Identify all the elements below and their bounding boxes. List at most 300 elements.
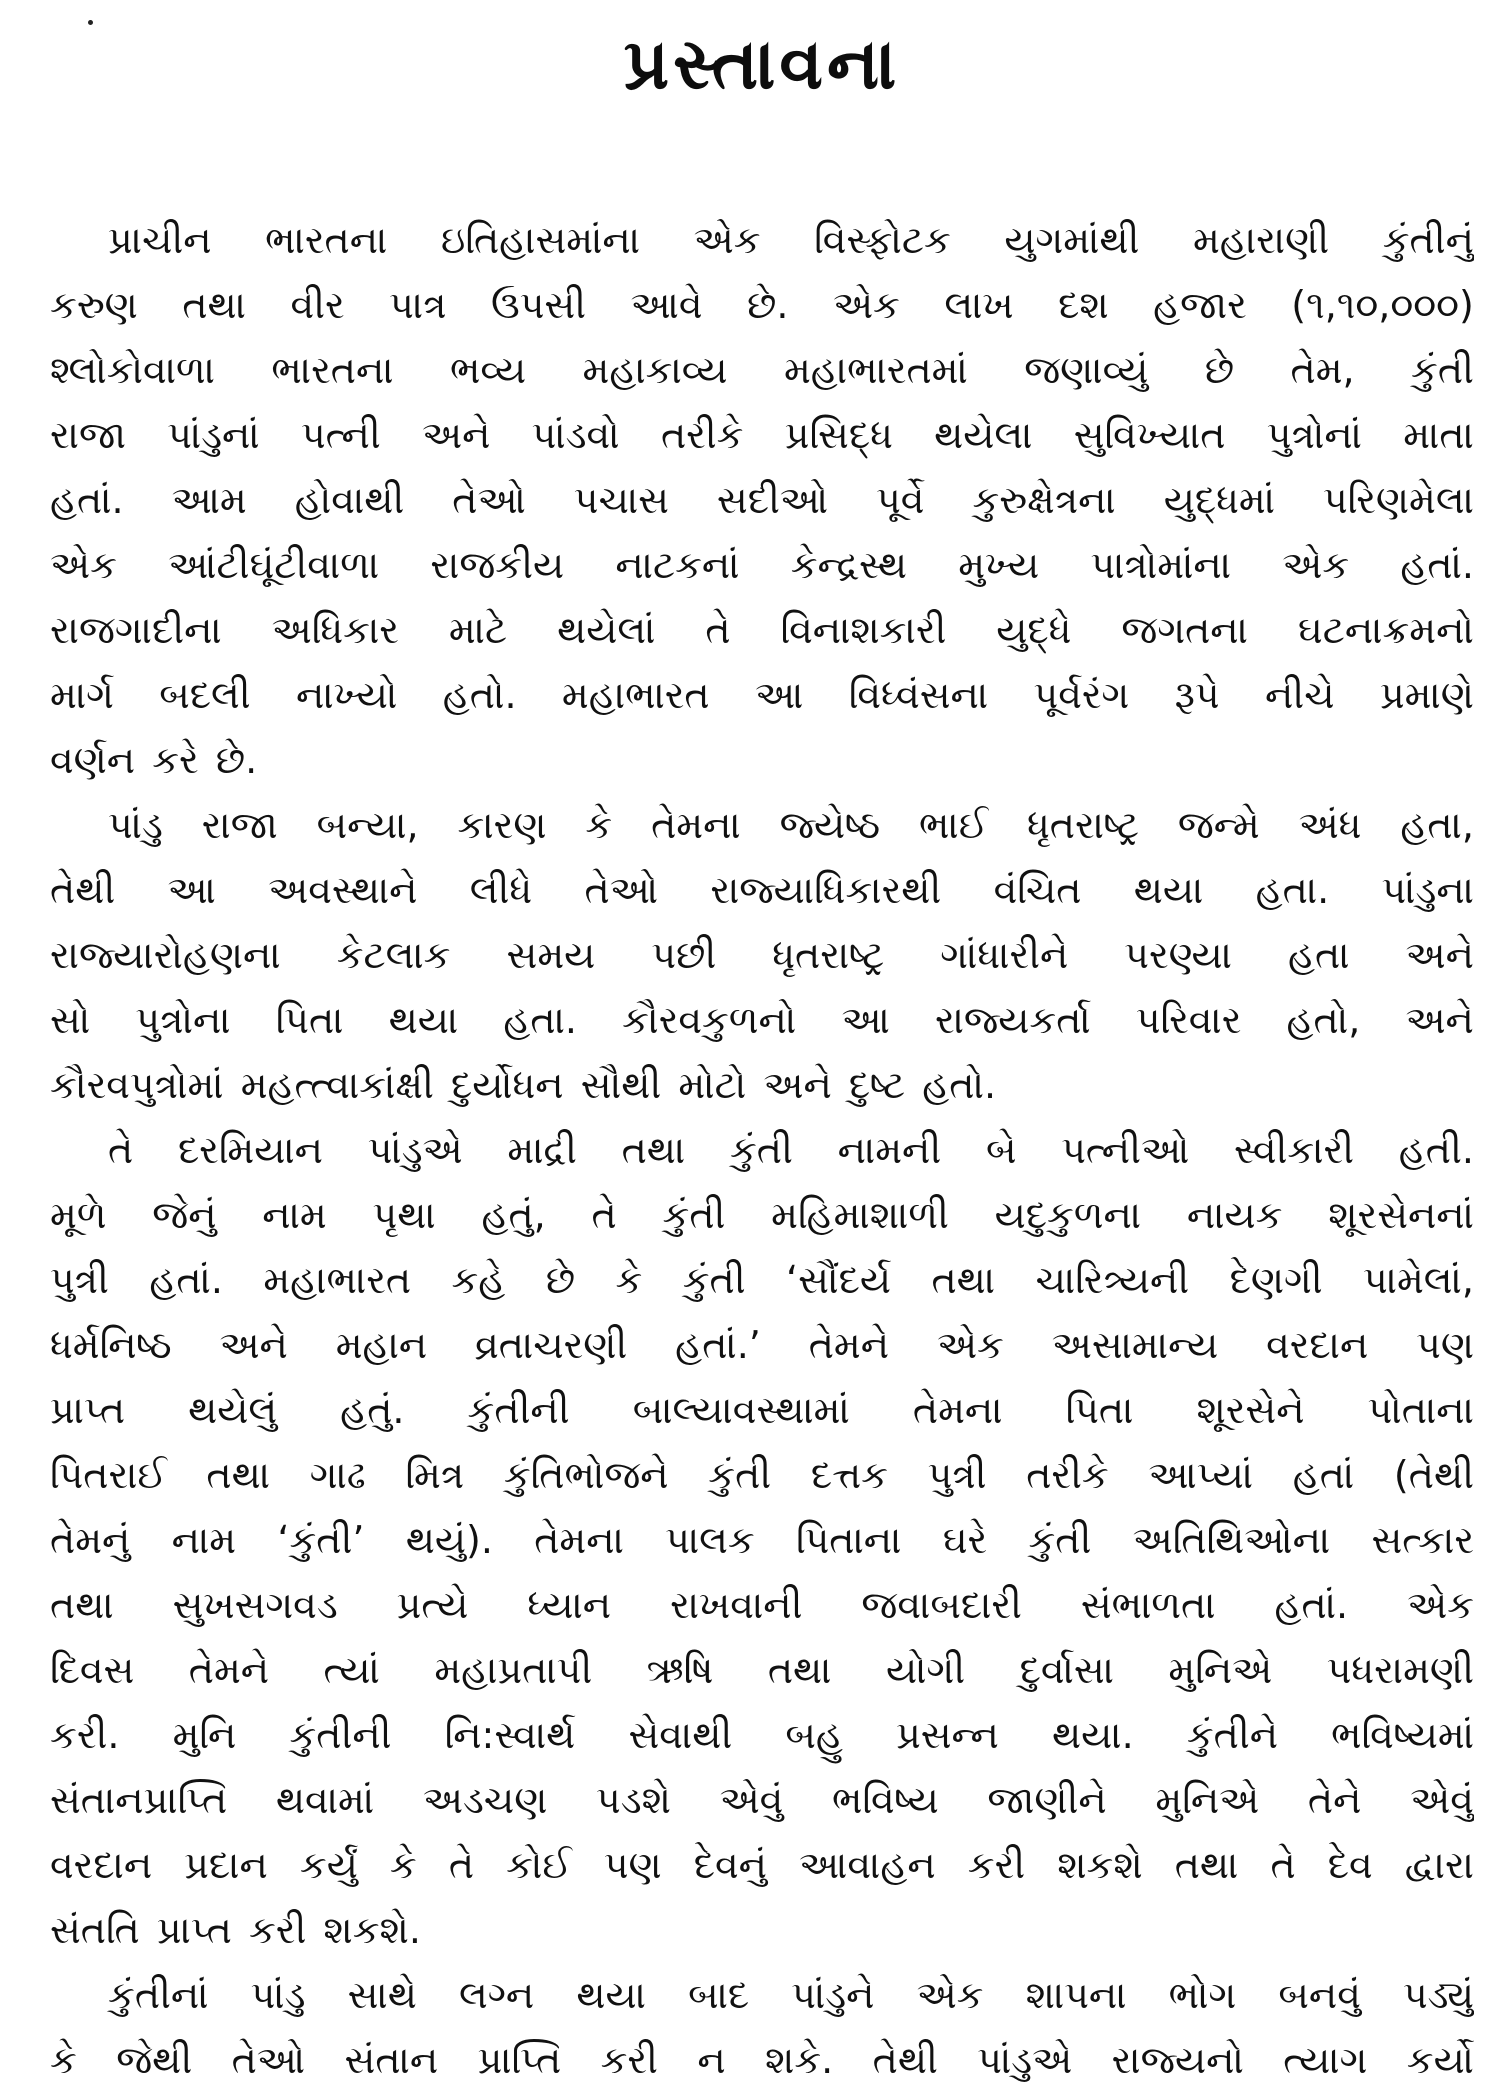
word: મહાકાવ્ય (582, 348, 728, 392)
word: પડ્યું (1403, 1973, 1474, 2017)
word: થયેલું (188, 1388, 278, 1432)
word: પણ (603, 1843, 662, 1887)
word: રૂપે (1174, 673, 1220, 717)
word: થયા (388, 998, 459, 1042)
word: વંચિત (993, 868, 1082, 912)
word: રાજ્યકર્તા (934, 998, 1091, 1042)
word: યોગી (885, 1648, 966, 1692)
word: દશ (1058, 283, 1109, 327)
word: દિવસ (50, 1648, 135, 1692)
word: કે (615, 1258, 643, 1302)
word: સંતાનપ્રાપ્તિ (50, 1778, 228, 1822)
word: પ્રાચીન (108, 218, 212, 262)
word: પિતા (275, 998, 344, 1042)
word: અને (421, 413, 491, 457)
word: આપ્યાં (1148, 1453, 1254, 1497)
word: હતું. (340, 1388, 405, 1432)
word: ન (697, 2038, 726, 2082)
word: તરીકે (1026, 1453, 1109, 1497)
word: થવામાં (275, 1778, 375, 1822)
word: પછી (651, 933, 717, 977)
word: પધરામણી (1326, 1648, 1474, 1692)
word: દત્તક (810, 1453, 888, 1497)
word: લગ્ન (458, 1973, 535, 2017)
word: તે (448, 1843, 475, 1887)
word: ભવ્ય (449, 348, 527, 392)
word: જન્મે (1177, 803, 1260, 847)
word: આમ (171, 478, 247, 522)
word: છે. (747, 283, 789, 327)
text-line (50, 663, 1474, 728)
word: પાંડુને (791, 1973, 875, 2017)
text-line (50, 1573, 1474, 1638)
word: કારણ (457, 803, 547, 847)
word: પણ (1416, 1323, 1474, 1367)
word: બદલી (159, 673, 251, 717)
word: કે (50, 2038, 77, 2082)
word: પિતાના (796, 1518, 902, 1562)
word: ત્યાં (323, 1648, 380, 1692)
word: મૂળે (50, 1193, 107, 1237)
word: આ (167, 868, 216, 912)
word: મુખ્ય (958, 543, 1040, 587)
word: બાલ્યાવસ્થામાં (632, 1388, 850, 1432)
text-line (50, 1378, 1474, 1443)
text-line (50, 208, 1474, 273)
text-line (50, 1508, 1474, 1573)
word: સૌથી (580, 1063, 662, 1107)
word: ત્યાગ (1283, 2038, 1368, 2082)
word: પાત્ર (389, 283, 447, 327)
word: નાખ્યો (296, 673, 398, 717)
word: પ્રત્યે (396, 1583, 469, 1627)
word: ધ્યાન (527, 1583, 612, 1627)
word: વિસ્ફોટક (814, 218, 951, 262)
word: રાજા (50, 413, 126, 457)
word: રાખવાની (670, 1583, 803, 1627)
word: પામેલાં, (1363, 1258, 1474, 1302)
text-line (50, 468, 1474, 533)
word: રાજ્યારોહણના (50, 933, 281, 977)
word: તેમના (912, 1388, 1003, 1432)
word: દેણગી (1229, 1258, 1323, 1302)
word: તથા (1174, 1843, 1239, 1887)
word: સો (50, 998, 91, 1042)
word: નાટકનાં (615, 543, 740, 587)
word: પાંડુ (250, 1973, 306, 2017)
word: યુદ્ધે (996, 608, 1072, 652)
text-line (50, 988, 1474, 1053)
word: નામ (171, 1518, 237, 1562)
word: ગાંધારીને (940, 933, 1069, 977)
word: અને (1405, 933, 1474, 977)
word: મોટો (678, 1063, 747, 1107)
word: તેઓ (452, 478, 526, 522)
word: હતાં. (50, 478, 124, 522)
word: સાથે (347, 1973, 417, 2017)
word: એક (1407, 1583, 1474, 1627)
word: શકે. (765, 2038, 834, 2082)
word: દેવનું (693, 1843, 767, 1887)
word: હતાં.’ (675, 1323, 761, 1367)
word: પૃથા (372, 1193, 436, 1237)
word: હતી. (1398, 1128, 1474, 1172)
word: જવાબદારી (861, 1583, 1022, 1627)
text-line (50, 1768, 1474, 1833)
word: ધર્મનિષ્ઠ (50, 1323, 172, 1367)
word: હતો. (922, 1063, 997, 1107)
word: (તેથી (1393, 1453, 1474, 1497)
word: ભોગ (1168, 1973, 1237, 2017)
word: રાજ્યનો (1111, 2038, 1244, 2082)
word: કેટલાક (336, 933, 451, 977)
text-line (50, 793, 1474, 858)
word: દરમિયાન (177, 1128, 323, 1172)
word: હતા, (1400, 803, 1474, 847)
text-line (50, 858, 1474, 923)
word: યુદ્ધમાં (1163, 478, 1276, 522)
word: પ્રસન્ન (896, 1713, 999, 1757)
word: એક (50, 543, 117, 587)
word: પચાસ (573, 478, 669, 522)
word: શકશે (1057, 1843, 1143, 1887)
word: અંધ (1298, 803, 1362, 847)
word: વર્ણન (50, 738, 136, 782)
word: એક (936, 1323, 1004, 1367)
body-text (50, 208, 1474, 2093)
text-line (50, 1638, 1474, 1703)
word: લીધે (469, 868, 533, 912)
word: કે (389, 1843, 417, 1887)
word: ભારતના (265, 218, 388, 262)
word: અને (1405, 998, 1474, 1042)
word: પ્રાપ્તિ (477, 2038, 562, 2082)
word: કુંતીને (1186, 1713, 1279, 1757)
word: તથા (621, 1128, 686, 1172)
text-line (50, 1833, 1474, 1898)
word: આવાહન (799, 1843, 936, 1887)
text-line (50, 403, 1474, 468)
word: કુંતીનું (1382, 218, 1474, 262)
word: માદ્રી (507, 1128, 577, 1172)
word: દુર્યોધન (450, 1063, 564, 1107)
word: પાંડુનાં (167, 413, 260, 457)
print-speck (88, 20, 93, 25)
text-line (50, 1053, 1474, 1118)
word: માતા (1403, 413, 1474, 457)
word: દ્વારા (1404, 1843, 1474, 1887)
word: તથા (50, 1583, 114, 1627)
word: એક (1282, 543, 1350, 587)
word: તેઓ (231, 2038, 306, 2082)
word: કરે (152, 738, 199, 782)
word: જગતના (1121, 608, 1248, 652)
word: આંટીઘૂંટીવાળા (168, 543, 380, 587)
word: પ્રાપ્ત (50, 1388, 126, 1432)
word: (૧,૧૦,૦૦૦) (1291, 283, 1474, 327)
word: પિતા (1065, 1388, 1134, 1432)
word: ઇતિહાસમાંના (440, 218, 641, 262)
word: પાંડુના (1381, 868, 1474, 912)
word: હતો. (442, 673, 517, 717)
word: પડશે (596, 1778, 671, 1822)
word: હતાં. (1400, 543, 1474, 587)
word: થયા (576, 1973, 646, 2017)
word: અને (763, 1063, 832, 1107)
word: સત્કાર (1371, 1518, 1474, 1562)
word: તેથી (50, 868, 116, 912)
word: ઘટનાક્રમનો (1297, 608, 1474, 652)
word: જાણીને (987, 1778, 1107, 1822)
word: મહાભારત (561, 673, 710, 717)
text-line (50, 1703, 1474, 1768)
word: કરી (967, 1843, 1026, 1887)
word: સંભાળતા (1080, 1583, 1216, 1627)
word: શાપના (1025, 1973, 1127, 2017)
word: સમય (506, 933, 596, 977)
word: મુનિ (172, 1713, 237, 1757)
word: કુંતી (708, 1453, 772, 1497)
word: શકશે. (323, 1908, 421, 1952)
word: સુખસગવડ (172, 1583, 338, 1627)
word: મહારાણી (1192, 218, 1330, 262)
word: અને (219, 1323, 288, 1367)
word: એક (832, 283, 900, 327)
word: રાજા (201, 803, 278, 847)
word: વિનાશકારી (780, 608, 947, 652)
word: તેમના (534, 1518, 624, 1562)
word: મુનિએ (1155, 1778, 1260, 1822)
word: નીચે (1264, 673, 1335, 717)
word: સંતાન (344, 2038, 439, 2082)
word: ધૃતરાષ્ટ્ર (1026, 803, 1139, 847)
word: તેમ, (1290, 348, 1355, 392)
word: શૂરસેને (1196, 1388, 1305, 1432)
word: પાત્રોમાંના (1090, 543, 1232, 587)
word: પત્નીઓ (1061, 1128, 1190, 1172)
word: પ્રસિદ્ધ (784, 413, 893, 457)
word: તથા (767, 1648, 832, 1692)
word: શૂરસેનનાં (1328, 1193, 1474, 1237)
word: ચારિત્ર્યની (1035, 1258, 1190, 1302)
word: છે. (215, 738, 258, 782)
text-line (50, 1183, 1474, 1248)
word: હતાં (1292, 1453, 1355, 1497)
word: યુગમાંથી (1004, 218, 1140, 262)
word: કર્યો (1406, 2038, 1474, 2082)
word: પુત્રોનાં (1266, 413, 1362, 457)
word: પરિવાર (1135, 998, 1242, 1042)
text-line (50, 1118, 1474, 1183)
word: હતા (1287, 933, 1350, 977)
word: કુંતી (1411, 348, 1474, 392)
word: બે (985, 1128, 1017, 1172)
word: અડચણ (422, 1778, 548, 1822)
word: હતાં. (1274, 1583, 1349, 1627)
word: મહત્ત્વાકાંક્ષી (240, 1063, 434, 1107)
word: પત્ની (300, 413, 381, 457)
word: તરીકે (660, 413, 744, 457)
page-title: પ્રસ્તાવના (623, 23, 901, 105)
word: તેમને (808, 1323, 890, 1367)
word: મહાન (335, 1323, 428, 1367)
word: કોઈ (506, 1843, 572, 1887)
word: કરી (248, 1908, 307, 1952)
word: દુર્વાસા (1019, 1648, 1114, 1692)
word: કરી (600, 2038, 658, 2082)
word: છે (1204, 348, 1235, 392)
text-line (50, 273, 1474, 338)
word: પાંડવો (531, 413, 620, 457)
word: તે (591, 1193, 617, 1237)
word: પરિણમેલા (1323, 478, 1474, 522)
word: બહુ (785, 1713, 843, 1757)
word: ભવિષ્ય (832, 1778, 939, 1822)
word: રાજકીય (430, 543, 565, 587)
text-line (50, 1313, 1474, 1378)
word: ‘કુંતી’ (277, 1518, 365, 1562)
word: મિત્ર (405, 1453, 465, 1497)
word: પૂર્વે (876, 478, 925, 522)
word: હજાર (1153, 283, 1247, 327)
word: સદીઓ (716, 478, 829, 522)
text-line (50, 923, 1474, 988)
word: કુંતી (1028, 1518, 1092, 1562)
text-line (50, 728, 1474, 793)
word: પાંડુએ (367, 1128, 463, 1172)
word: પ્રદાન (184, 1843, 268, 1887)
word: જણાવ્યું (1024, 348, 1149, 392)
word: દુષ્ટ (848, 1063, 906, 1107)
word: કરુણ (50, 283, 138, 327)
text-line (50, 338, 1474, 403)
word: થયેલા (934, 413, 1033, 457)
word: કુંતી (662, 1193, 726, 1237)
word: પ્રમાણે (1379, 673, 1474, 717)
word: ગાઢ (309, 1453, 366, 1497)
text-line (50, 598, 1474, 663)
word: તેને (1307, 1778, 1362, 1822)
word: દેવ (1327, 1843, 1373, 1887)
word: આ (755, 673, 804, 717)
word: ધૃતરાષ્ટ્ર (772, 933, 885, 977)
text-line (50, 1248, 1474, 1313)
word: તેમના (651, 803, 741, 847)
text-line (50, 2028, 1474, 2093)
word: તે (705, 608, 731, 652)
word: વીર (290, 283, 345, 327)
text-line (50, 1963, 1474, 2028)
word: તેમનું (50, 1518, 131, 1562)
word: વરદાન (50, 1843, 153, 1887)
word: ભવિષ્યમાં (1331, 1713, 1474, 1757)
word: હતું, (481, 1193, 546, 1237)
word: પાંડુએ (977, 2038, 1073, 2082)
word: તેથી (872, 2038, 938, 2082)
word: કુંતીની (289, 1713, 392, 1757)
word: કર્યું (299, 1843, 358, 1887)
word: તેઓ (584, 868, 659, 912)
word: કુંતીનાં (108, 1973, 209, 2017)
word: પૂર્વરંગ (1033, 673, 1130, 717)
word: હતા. (503, 998, 577, 1042)
word: જેથી (116, 2038, 193, 2082)
word: પુત્રોના (135, 998, 231, 1042)
word: માર્ગ (50, 673, 114, 717)
word: ભાઈ (919, 803, 989, 847)
word: ઘરે (942, 1518, 988, 1562)
word: એવું (1410, 1778, 1474, 1822)
word: નિ:સ્વાર્થ (444, 1713, 576, 1757)
word: કુરુક્ષેત્રના (972, 478, 1116, 522)
word: લાખ (944, 283, 1014, 327)
word: યદુકુળના (994, 1193, 1142, 1237)
word: બન્યા, (316, 803, 419, 847)
word: કે (585, 803, 613, 847)
word: અસામાન્ય (1051, 1323, 1219, 1367)
word: પોતાના (1367, 1388, 1474, 1432)
word: તથા (182, 283, 246, 327)
word: કૌરવકુળનો (622, 998, 797, 1042)
word: પિતરાઈ (50, 1453, 167, 1497)
word: કૌરવપુત્રોમાં (50, 1063, 224, 1107)
word: મહાપ્રતાપી (434, 1648, 593, 1692)
word: વરદાન (1266, 1323, 1369, 1367)
word: હતાં. (149, 1258, 223, 1302)
word: રાજગાદીના (50, 608, 222, 652)
word: તથા (206, 1453, 271, 1497)
word: શ્લોકોવાળા (50, 348, 215, 392)
word: જેનું (152, 1193, 217, 1237)
word: કુંતી (682, 1258, 746, 1302)
word: થયા (1133, 868, 1204, 912)
word: નાયક (1186, 1193, 1283, 1237)
word: તેમને (188, 1648, 270, 1692)
word: કુંતીની (467, 1388, 570, 1432)
word: પુત્રી (927, 1453, 987, 1497)
word: વિધ્વંસના (848, 673, 989, 717)
word: કુંતી (729, 1128, 793, 1172)
word: તે (108, 1128, 134, 1172)
word: અવસ્થાને (268, 868, 418, 912)
word: પાંડુ (108, 803, 163, 847)
word: ભારતના (271, 348, 394, 392)
word: ‘સૌંદર્ય (786, 1258, 892, 1302)
word: મહાભારતમાં (783, 348, 968, 392)
text-line (50, 1898, 1474, 1963)
word: બનવું (1278, 1973, 1361, 2017)
word: પરણ્યા (1124, 933, 1232, 977)
word: આવે (630, 283, 703, 327)
word: કરી. (50, 1713, 120, 1757)
word: મુનિએ (1168, 1648, 1273, 1692)
word: તે (1270, 1843, 1296, 1887)
word: થયા. (1052, 1713, 1134, 1757)
word: આ (841, 998, 890, 1042)
word: અતિથિઓના (1132, 1518, 1331, 1562)
word: નામ (262, 1193, 327, 1237)
word: હોવાથી (294, 478, 405, 522)
word: પુત્રી (50, 1258, 109, 1302)
word: કેન્દ્રસ્થ (790, 543, 907, 587)
word: પ્રાપ્ત (156, 1908, 232, 1952)
word: સુવિખ્યાત (1073, 413, 1226, 457)
word: કહે (451, 1258, 506, 1302)
word: ઉપસી (490, 283, 587, 327)
word: થયેલાં (557, 608, 656, 652)
word: એક (916, 1973, 984, 2017)
word: જ્યેષ્ઠ (779, 803, 881, 847)
